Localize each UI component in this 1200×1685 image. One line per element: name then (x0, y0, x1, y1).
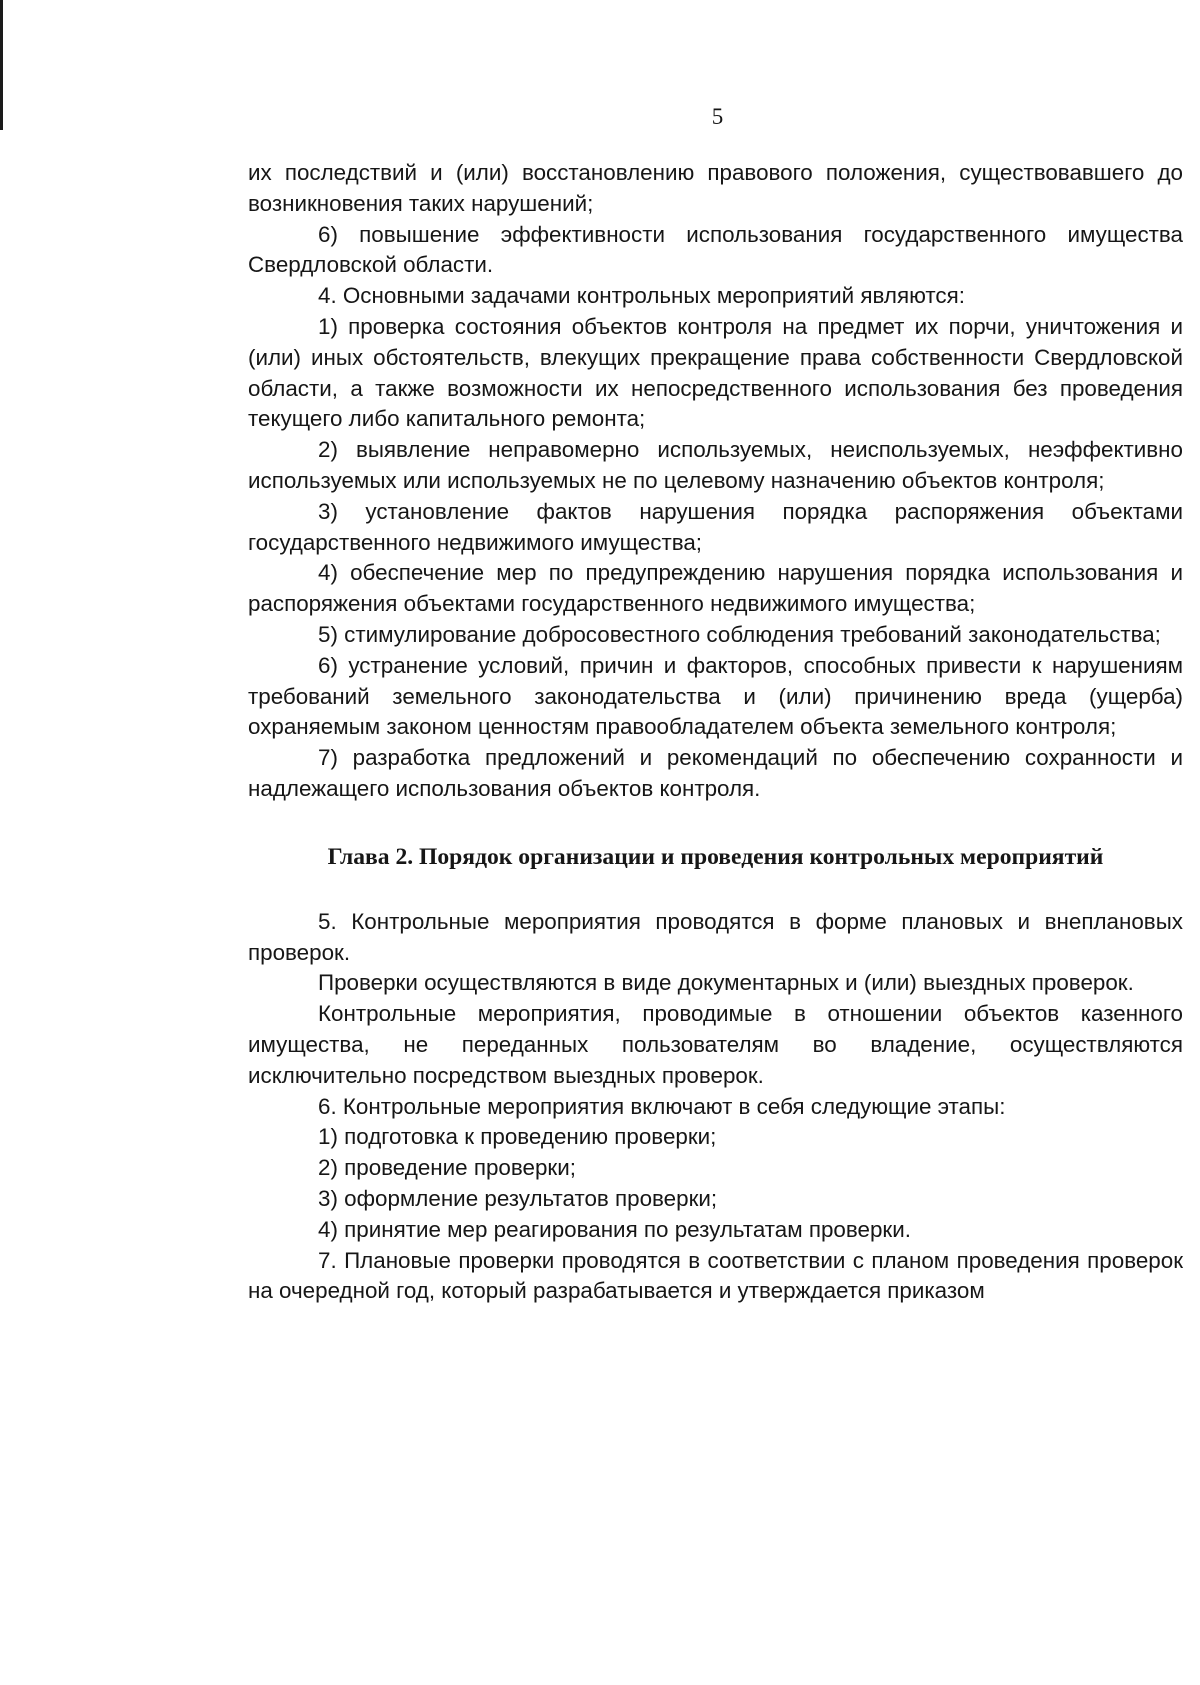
paragraph: 1) подготовка к проведению проверки; (318, 1124, 717, 1150)
paragraph: 6) устранение условий, причин и факторов, способных привести к нарушениям требований земельного законодательства и (или) причинению вреда (ущерба) охраняемым законом ценностям правообладателем объекта земельного контроля; (248, 652, 1183, 740)
document-body (248, 158, 1183, 1307)
paragraph: 3) оформление результатов проверки; (318, 1185, 718, 1211)
paragraph: 3) установление фактов нарушения порядка распоряжения объектами государственного недвижимого имущества; (248, 498, 1183, 555)
paragraph: их последствий и (или) восстановлению правового положения, существовавшего до возникновения таких нарушений; (248, 160, 1183, 216)
paragraph: 2) выявление неправомерно используемых, неиспользуемых, неэффективно используемых или используемых не по целевому назначению объектов контроля; (248, 437, 1183, 493)
paragraph: 2) проведение проверки; (318, 1155, 576, 1181)
paragraph: Контрольные мероприятия, проводимые в отношении объектов казенного имущества, не переданных пользователям во владение, осуществляются исключительно посредством выездных проверок. (248, 1001, 1183, 1088)
paragraph: 7) разработка предложений и рекомендаций по обеспечению сохранности и надлежащего использования объектов контроля. (248, 745, 1183, 801)
paragraph: Проверки осуществляются в виде документарных и (или) выездных проверок. (318, 970, 1134, 996)
paragraph: 4) обеспечение мер по предупреждению нарушения порядка использования и распоряжения объектами государственного недвижимого имущества; (248, 560, 1183, 617)
paragraph: 7. Плановые проверки проводятся в соответствии с планом проведения проверок на очередной год, который разрабатывается и утверждается приказом (248, 1247, 1183, 1304)
paragraph: 4. Основными задачами контрольных мероприятий являются: (318, 283, 965, 309)
chapter-heading: Глава 2. Порядок организации и проведения контрольных мероприятий (327, 843, 1104, 870)
paragraph: 4) принятие мер реагирования по результатам проверки. (318, 1216, 911, 1242)
paragraph: 1) проверка состояния объектов контроля на предмет их порчи, уничтожения и (или) иных обстоятельств, влекущих прекращение права собственности Свердловской области, а также возможности их непосредственного использования без проведения текущего либо капитального ремонта; (248, 313, 1183, 432)
paragraph: 6. Контрольные мероприятия включают в себя следующие этапы: (318, 1093, 1006, 1119)
paragraph: 6) повышение эффективности использования государственного имущества Свердловской области. (248, 221, 1183, 278)
paragraph: 5. Контрольные мероприятия проводятся в форме плановых и внеплановых проверок. (248, 908, 1183, 965)
paragraph: 5) стимулирование добросовестного соблюдения требований законодательства; (318, 621, 1161, 647)
page-number: 5 (711, 104, 724, 129)
